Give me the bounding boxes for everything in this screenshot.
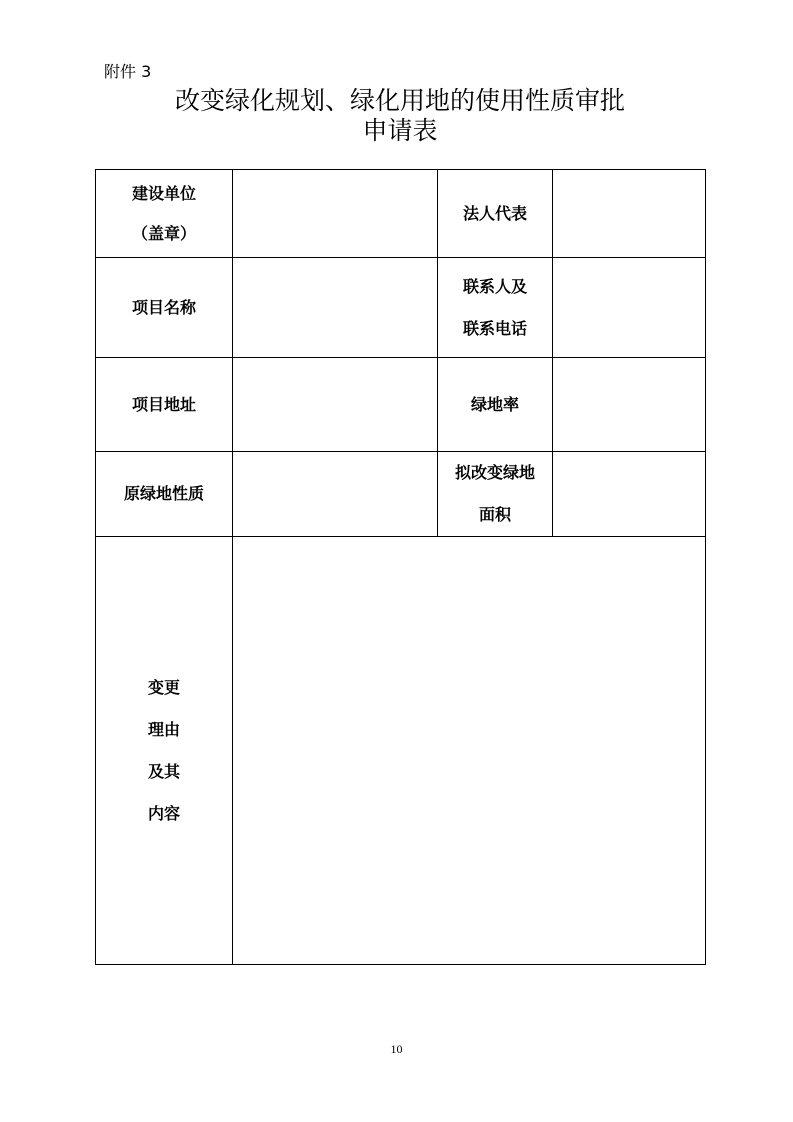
row-project-address — [96, 358, 706, 452]
project-address-field[interactable] — [233, 358, 438, 452]
green-rate-label: 绿地率 — [438, 358, 553, 452]
planned-change-area-field[interactable] — [553, 452, 706, 537]
green-rate-field[interactable] — [553, 358, 706, 452]
change-reason-label: 变更 理由 及其 内容 — [96, 537, 233, 965]
row-project-name — [96, 258, 706, 358]
row-construction-unit — [96, 170, 706, 258]
planned-change-area-label: 拟改变绿地 面积 — [438, 452, 553, 537]
title-line-2: 申请表 — [362, 116, 438, 145]
original-green-nature-field[interactable] — [233, 452, 438, 537]
change-reason-field[interactable] — [233, 537, 706, 965]
construction-unit-label: 建设单位 （盖章） — [96, 170, 233, 258]
application-form-table — [95, 169, 706, 965]
attachment-label: 附件 3 — [104, 62, 152, 81]
legal-representative-field[interactable] — [553, 170, 706, 258]
contact-person-label: 联系人及 联系电话 — [438, 258, 553, 358]
project-name-field[interactable] — [233, 258, 438, 358]
row-change-reason — [96, 537, 706, 965]
legal-representative-label: 法人代表 — [438, 170, 553, 258]
row-original-green-nature — [96, 452, 706, 537]
project-name-label: 项目名称 — [96, 258, 233, 358]
page-number: 10 — [390, 1042, 403, 1056]
page-title — [100, 86, 700, 146]
title-line-1: 改变绿化规划、绿化用地的使用性质审批 — [174, 86, 625, 115]
original-green-nature-label: 原绿地性质 — [96, 452, 233, 537]
contact-person-field[interactable] — [553, 258, 706, 358]
project-address-label: 项目地址 — [96, 358, 233, 452]
construction-unit-field[interactable] — [233, 170, 438, 258]
